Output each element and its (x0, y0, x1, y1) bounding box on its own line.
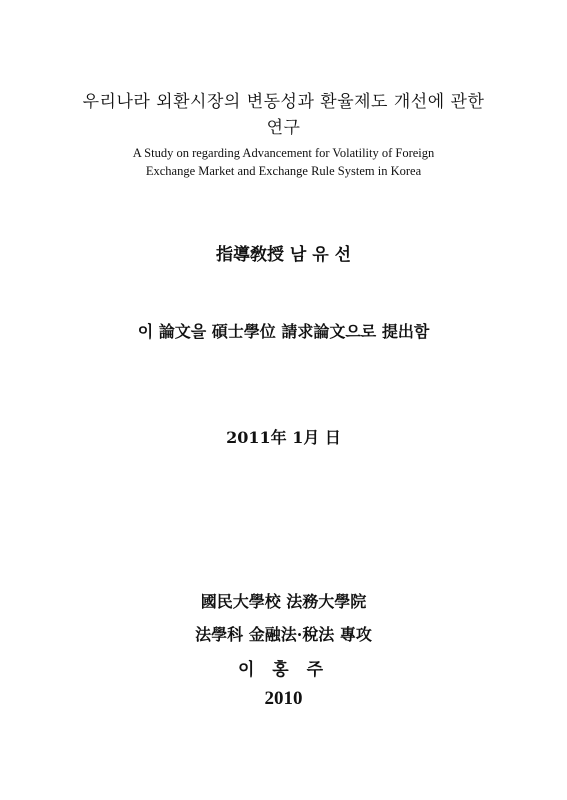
advisor-line: 指導敎授 남 유 선 (215, 245, 352, 265)
department-major: 法學科 金融法·稅法 專攻 (195, 625, 372, 644)
submission-statement: 이 論文을 碩士學位 請求論文으로 提出함 (137, 322, 430, 341)
korean-title-line-2: 연구 (266, 118, 301, 138)
author-name: 이 홍 주 (237, 660, 330, 680)
english-title-line-2: Exchange Market and Exchange Rule System in Korea (145, 164, 422, 178)
year: 2010 (264, 688, 303, 709)
english-title-line-1: A Study on regarding Advancement for Volatility of Foreign (132, 146, 435, 160)
korean-title-line-1: 우리나라 외환시장의 변동성과 환율제도 개선에 관한 (82, 92, 485, 112)
university-name: 國民大學校 法務大學院 (200, 592, 367, 611)
submission-date: 2011年 1月 日 (226, 428, 341, 447)
